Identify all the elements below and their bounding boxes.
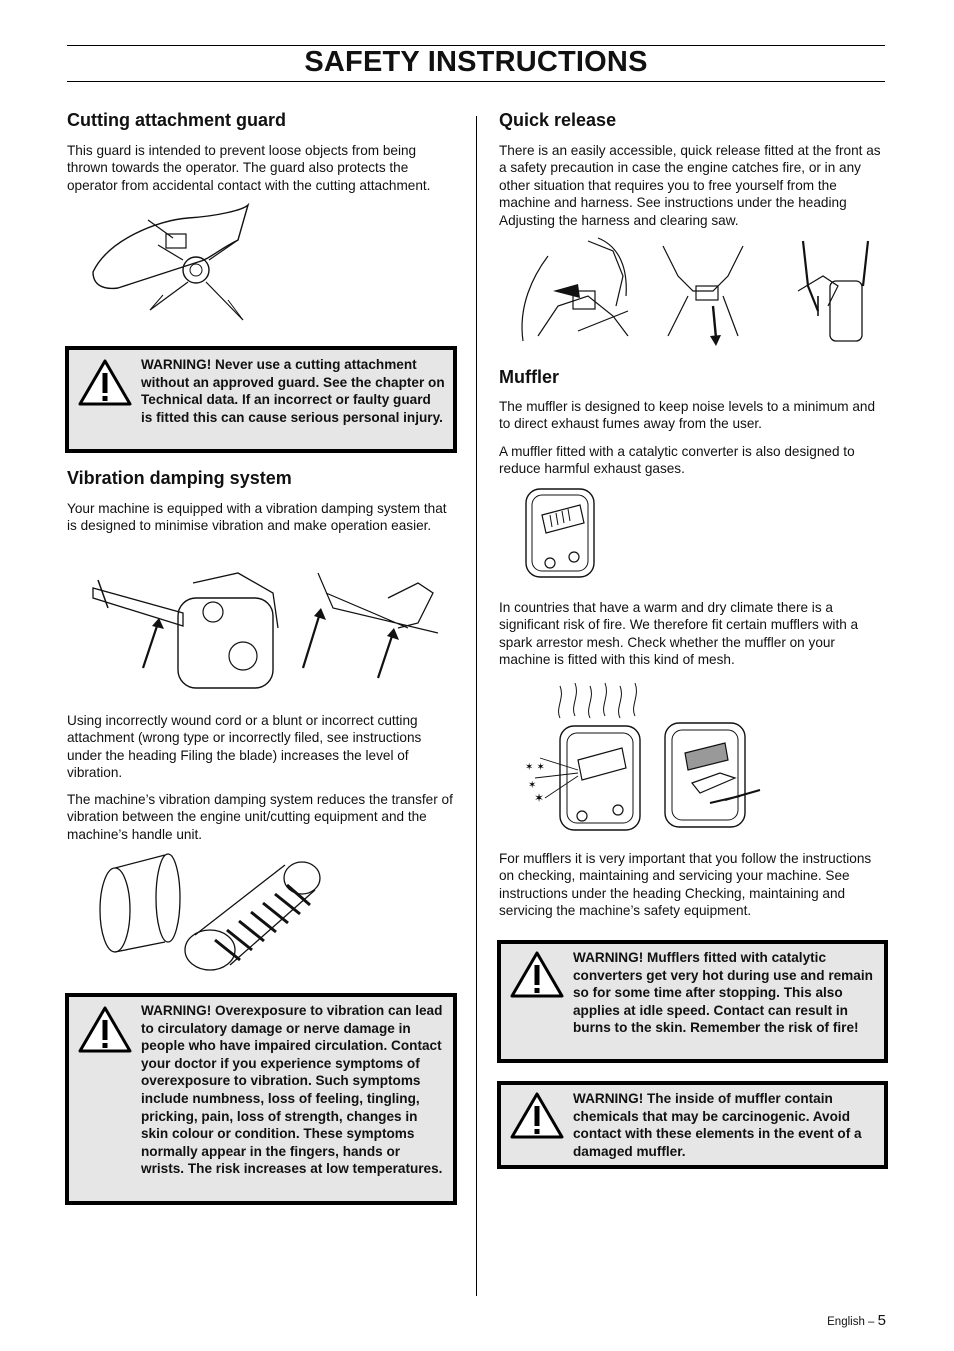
muffler-text-4: For mufflers it is very important that you follow the instructions on checking, maintaining and servicing your machine. See instructions under the heading Checking, maintaining and servicing the machine’s safety equipment. (499, 851, 872, 919)
muffler-heading: Muffler (499, 367, 559, 387)
warning-text-guard: WARNING! Never use a cutting attachment without an approved guard. See the chapter on Technical data. If an incorrect or faulty guard is fitted this can cause serious personal injury. (141, 357, 445, 425)
warning-box-guard (65, 346, 457, 453)
warning-text-vibration: WARNING! Overexposure to vibration can lead to circulatory damage or nerve damage in people who have impaired circulation. Contact your doctor if you experience symptoms of overexposure to vibration. Such symptoms include numbness, loss of feeling, tingling, pricking, pain, loss of strength, changes in skin colour or condition. These symptoms normally appear in the fingers, hands or wrists. The risk increases at low temperatures. (141, 1003, 443, 1177)
muffler-text-3: In countries that have a warm and dry climate there is a significant risk of fire. We therefore fit certain mufflers with a spark arrestor mesh. Check whether the muffler on your machine is fitted with this kind of mesh. (499, 600, 859, 668)
vibration-text-3: The machine’s vibration damping system reduces the transfer of vibration between the engine unit/cutting equipment and the machine’s handle unit. (67, 792, 453, 842)
warning-box-vibration (65, 993, 457, 1205)
guard-heading: Cutting attachment guard (67, 110, 286, 130)
muffler-text-1: The muffler is designed to keep noise levels to a minimum and to direct exhaust fumes away from the user. (499, 399, 876, 432)
vibration-heading: Vibration damping system (67, 468, 292, 488)
warning-triangle-icon (77, 358, 133, 408)
vibration-text-1: Your machine is equipped with a vibration damping system that is designed to minimise vibration and make operation easier. (67, 501, 447, 534)
svg-text:✶: ✶ (534, 791, 545, 805)
vibration-dampers-illustration (88, 568, 448, 693)
vibration-text-2: Using incorrectly wound cord or a blunt or incorrect cutting attachment (wrong type or incorrectly filed, see instructions under the heading Filing the blade) increases the level of vibration. (67, 713, 422, 781)
warning-triangle-icon (509, 950, 565, 1000)
warning-text-catalytic: WARNING! Mufflers fitted with catalytic converters get very hot during use and remain so for some time after stopping. This also applies at idle speed. Contact can result in burns to the skin. Remember the risk of fire! (573, 950, 873, 1036)
column-divider (476, 116, 477, 1296)
page-title: SAFETY INSTRUCTIONS (304, 46, 648, 78)
warning-text-carcinogenic: WARNING! The inside of muffler contain chemicals that may be carcinogenic. Avoid contact with these elements in the event of a damaged muffler. (573, 1091, 862, 1159)
guard-illustration (88, 200, 258, 330)
muffler-illustration (520, 485, 600, 583)
svg-text:✶: ✶ (528, 780, 537, 791)
title-rule (67, 81, 885, 82)
muffler-text-2: A muffler fitted with a catalytic converter is also designed to reduce harmful exhaust gases. (499, 444, 855, 477)
guard-text: This guard is intended to prevent loose objects from being thrown towards the operator. The guard also protects the operator from accidental contact with the cutting attachment. (67, 143, 431, 193)
warning-box-carcinogenic (497, 1081, 888, 1169)
warning-triangle-icon (77, 1005, 133, 1055)
quick-release-text: There is an easily accessible, quick release fitted at the front as a safety precaution in case the engine catches fire, or in any other situation that requires you to free yourself from the machine and harness. See instructions under the heading Adjusting the harness and clearing saw. (499, 143, 881, 228)
warning-triangle-icon (509, 1091, 565, 1141)
svg-text:✶ ✶: ✶ ✶ (525, 762, 545, 773)
quick-release-illustration (518, 236, 878, 351)
quick-release-heading: Quick release (499, 110, 617, 130)
footer-language: English (827, 1316, 865, 1328)
page-number: 5 (877, 1312, 886, 1329)
damper-springs-illustration (90, 850, 330, 980)
page-footer (827, 1312, 886, 1329)
footer-separator: – (868, 1316, 875, 1328)
warning-box-catalytic (497, 940, 888, 1063)
spark-arrestor-illustration (520, 678, 780, 836)
